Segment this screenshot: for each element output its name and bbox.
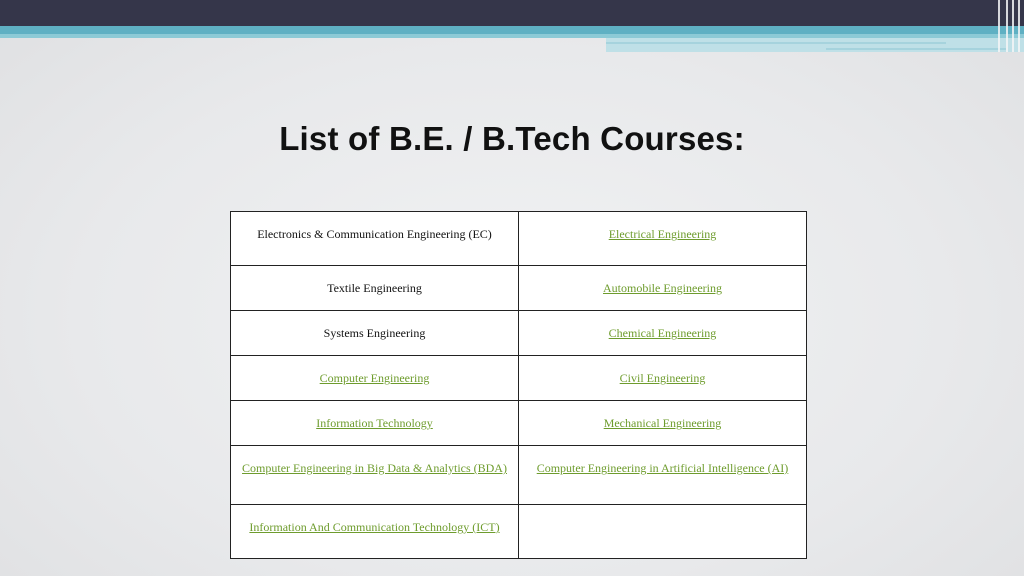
- table-cell: [519, 401, 807, 446]
- slide-title: List of B.E. / B.Tech Courses:: [279, 120, 745, 157]
- table-row: [231, 356, 807, 401]
- course-link[interactable]: Information And Communication Technology (ICT): [249, 520, 500, 534]
- courses-table: [230, 211, 807, 559]
- table-row: [231, 311, 807, 356]
- course-link[interactable]: Mechanical Engineering: [603, 416, 722, 430]
- table-cell: [519, 446, 807, 505]
- course-name: Textile Engineering: [327, 281, 422, 295]
- header-bar: [0, 0, 1024, 26]
- table-cell: [231, 505, 519, 559]
- table-cell: [519, 356, 807, 401]
- table-row: [231, 505, 807, 559]
- table-cell: [231, 266, 519, 311]
- accent-line: [606, 42, 946, 44]
- table-cell: [519, 266, 807, 311]
- table-cell: [519, 212, 807, 266]
- course-link[interactable]: Civil Engineering: [619, 371, 706, 385]
- table-cell: [231, 356, 519, 401]
- decorative-stripes: [994, 0, 1024, 52]
- course-link[interactable]: Electrical Engineering: [608, 227, 717, 241]
- course-link[interactable]: Chemical Engineering: [608, 326, 717, 340]
- accent-line-short: [826, 48, 1006, 50]
- course-link[interactable]: Computer Engineering in Artificial Intelligence (AI): [536, 461, 789, 475]
- accent-band: [0, 26, 1024, 34]
- table-row: [231, 401, 807, 446]
- course-link[interactable]: Information Technology: [316, 416, 433, 430]
- table-cell: [519, 311, 807, 356]
- table-row: [231, 212, 807, 266]
- table-cell-empty: [519, 505, 807, 559]
- course-name: Systems Engineering: [323, 326, 426, 340]
- table-row: [231, 266, 807, 311]
- table-cell: [231, 212, 519, 266]
- table-cell: [231, 311, 519, 356]
- course-link[interactable]: Computer Engineering: [319, 371, 430, 385]
- course-link[interactable]: Computer Engineering in Big Data & Analytics (BDA): [242, 461, 507, 475]
- table-cell: [231, 446, 519, 505]
- table-row: [231, 446, 807, 505]
- course-name: Electronics & Communication Engineering (EC): [257, 227, 492, 241]
- course-link[interactable]: Automobile Engineering: [603, 281, 722, 295]
- table-cell: [231, 401, 519, 446]
